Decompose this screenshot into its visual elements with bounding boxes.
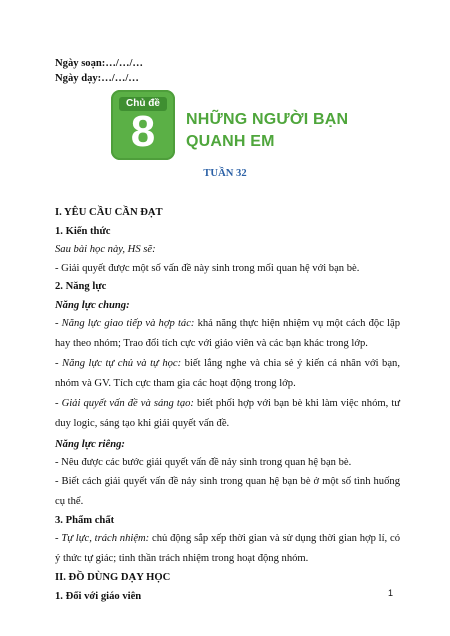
topic-title-line2: QUANH EM bbox=[186, 133, 275, 150]
teach-date: Ngày dạy:…/…/… bbox=[55, 73, 139, 84]
general-item bbox=[55, 354, 400, 394]
general-item-text: khả năng thực hiện nhiệm vụ một cách độc lập hay theo nhóm; Trao đổi tích cực với giáo viên và các bạn khác trong lớp. bbox=[55, 318, 400, 349]
section1-heading: I. YÊU CẦU CẦN ĐẠT bbox=[55, 207, 163, 218]
prep-date: Ngày soạn:…/…/… bbox=[55, 58, 143, 69]
week-label: TUẦN 32 bbox=[203, 168, 247, 179]
specific-competency-heading: Năng lực riêng: bbox=[55, 439, 125, 450]
quality-heading: 3. Phẩm chất bbox=[55, 515, 115, 526]
general-item bbox=[55, 314, 400, 354]
knowledge-item: - Giải quyết được một số vấn đề này sinh trong mối quan hệ với bạn bè. bbox=[55, 263, 360, 274]
specific-item: - Biết cách giải quyết vấn đề nảy sinh trong quan hệ bạn bè ở một số tình huống cụ thể. bbox=[55, 476, 400, 507]
topic-number: 8 bbox=[130, 107, 156, 156]
quality-text: chủ động sắp xếp thời gian và sử dụng thời gian hợp lí, có ý thức tự giác; tinh thần trách nhiệm trong hoạt động nhóm. bbox=[55, 533, 400, 564]
general-item-text: biết lắng nghe và chia sẻ ý kiến cá nhân với bạn, nhóm và GV. Tích cực tham gia các hoạt động trong lớp. bbox=[55, 358, 400, 389]
general-competency-heading: Năng lực chung: bbox=[55, 300, 130, 311]
section2-heading: II. ĐỒ DÙNG DẠY HỌC bbox=[55, 572, 171, 583]
topic-title-line1: NHỮNG NGƯỜI BẠN bbox=[186, 111, 349, 128]
general-item bbox=[55, 394, 400, 434]
topic-badge-label: Chủ đề bbox=[119, 97, 167, 111]
general-item-lead: - Giải quyết vấn đề và sáng tạo: bbox=[55, 398, 194, 409]
quality-lead: - Tự lực, trách nhiệm: bbox=[55, 533, 150, 544]
quality-item bbox=[55, 529, 400, 569]
competency-heading: 2. Năng lực bbox=[55, 281, 107, 292]
knowledge-heading: 1. Kiến thức bbox=[55, 226, 111, 237]
topic-title bbox=[186, 109, 348, 153]
knowledge-intro: Sau bài học này, HS sẽ: bbox=[55, 244, 156, 255]
specific-item: - Nêu được các bước giải quyết vấn đề nảy sinh trong quan hệ bạn bè. bbox=[55, 457, 352, 468]
general-item-lead: - Năng lực tự chủ và tự học: bbox=[55, 358, 182, 369]
general-item-lead: - Năng lực giao tiếp và hợp tác: bbox=[55, 318, 195, 329]
topic-badge bbox=[111, 90, 175, 160]
page-number: 1 bbox=[388, 588, 394, 598]
teacher-subheading: 1. Đối với giáo viên bbox=[55, 591, 142, 602]
general-item-text: biết phối hợp với bạn bè khi làm việc nhóm, tư duy logic, sáng tạo khi giải quyết vấn đề. bbox=[55, 398, 401, 429]
